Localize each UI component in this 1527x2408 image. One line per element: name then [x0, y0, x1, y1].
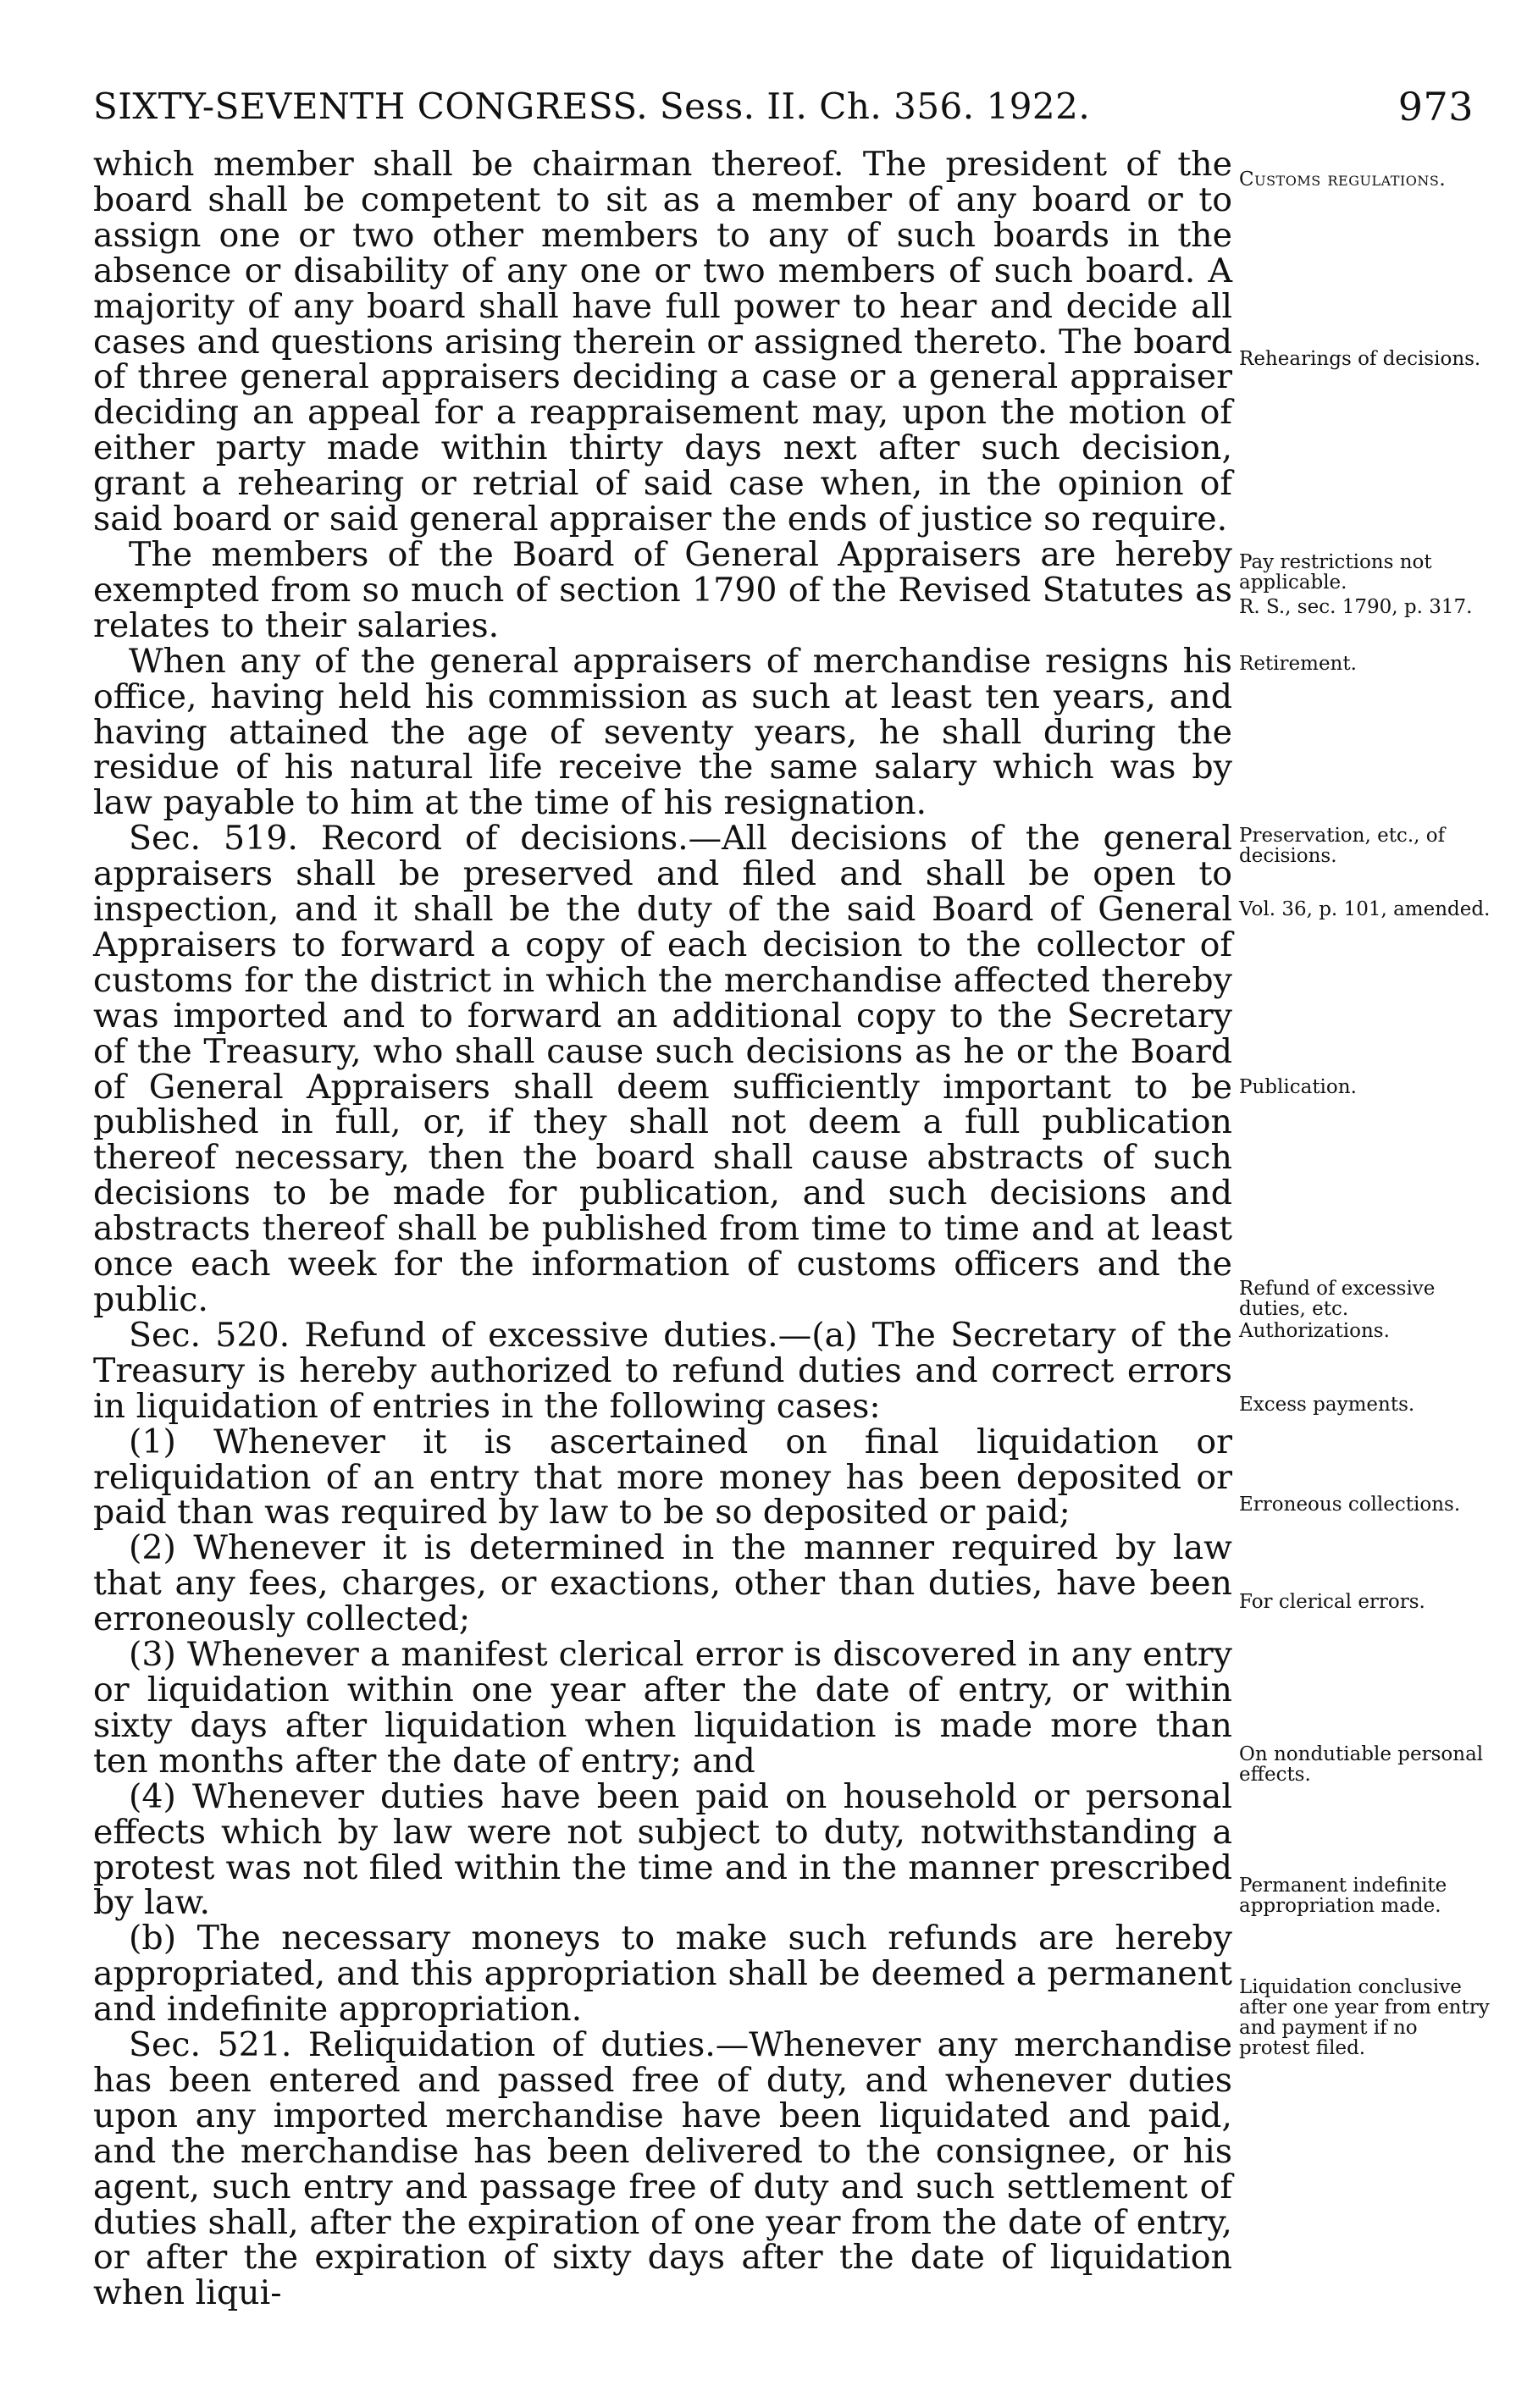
paragraph-retirement: When any of the general appraisers of merchandise resigns his office, having held his commission as such at least ten years, and having attained the age of seventy years, he shall during the residue of his natural life receive the same salary which was by law payable to him at the time of his resignation.: [93, 641, 1232, 823]
margin-note-customs-regulations: Customs regulations.: [1239, 168, 1447, 191]
body-text: [93, 147, 1232, 2311]
margin-note-preservation: Preservation, etc., of decisions.: [1239, 825, 1446, 867]
margin-note-pay-restrictions: Pay restrictions not applicable.: [1239, 551, 1432, 594]
clause-b: (b) The necessary moneys to make such refunds are hereby appropriated, and this appropriation shall be deemed a permanent and indefinite appropriation.: [93, 1919, 1232, 2030]
running-header: [93, 81, 1474, 132]
margin-note-vol36: Vol. 36, p. 101, amended.: [1239, 898, 1491, 920]
margin-note-nondutiable: On nondutiable personal effects.: [1239, 1743, 1484, 1786]
margin-note-permanent-appropriation: Permanent indefinite appropriation made.: [1239, 1875, 1447, 1917]
margin-note-rehearings: Rehearings of decisions.: [1239, 348, 1481, 370]
clause-4: (4) Whenever duties have been paid on household or personal effects which by law were not subject to duty, notwithstanding a protest was not filed within the time and in the manner prescribed by law.: [93, 1776, 1232, 1923]
section-521: Sec. 521. Reliquidation of duties.—Whenever any merchandise has been entered and passed free of duty, and whenever duties upon any imported merchandise have been liquidated and paid, and the merchandise has been delivered to the consignee, or his agent, such entry and passage free of duty and such settlement of duties shall, after the expiration of one year from the date of entry, or after the expiration of sixty days after the date of liquidation when liqui-: [93, 2025, 1232, 2313]
clause-2: (2) Whenever it is determined in the manner required by law that any fees, charges, or exactions, other than duties, have been erroneously collected;: [93, 1528, 1232, 1639]
margin-note-liquidation-conclusive: Liquidation conclusive after one year from entry and payment if no protest filed.: [1239, 1976, 1490, 2059]
margin-note-clerical-errors: For clerical errors.: [1239, 1591, 1425, 1613]
margin-note-revised-statutes: R. S., sec. 1790, p. 317.: [1239, 596, 1473, 618]
section-519: Sec. 519. Record of decisions.—All decisions of the general appraisers shall be preserved and filed and shall be open to inspection, and it shall be the duty of the said Board of General Appraisers to forward a copy of each decision to the collector of customs for the district in which the merchandise affected thereby was imported and to forward an additional copy to the Secretary of the Treasury, who shall cause such decisions as he or the Board of General Appraisers shall deem sufficiently important to be published in full, or, if they shall not deem a full publication thereof necessary, then the board shall cause abstracts of such decisions to be made for publication, and such decisions and abstracts thereof shall be published from time to time and at least once each week for the information of customs officers and the public.: [93, 819, 1232, 1319]
page-number: 973: [1397, 84, 1474, 130]
header-title: SIXTY-SEVENTH CONGRESS. Sess. II. Ch. 356. 1922.: [93, 86, 1091, 127]
paragraph-continuation: which member shall be chairman thereof. The president of the board shall be competent to sit as a member of any board or to assign one or two other members to any of such boards in the absence or disability of any one or two members of such board. A majority of any board shall have full power to hear and decide all cases and questions arising therein or assigned thereto. The board of three general appraisers deciding a case or a general appraiser deciding an appeal for a reappraisement may, upon the motion of either party made within thirty days next after such decision, grant a rehearing or retrial of said case when, in the opinion of said board or said general appraiser the ends of justice so require.: [93, 145, 1232, 539]
paragraph-pay-exemption: The members of the Board of General Appraisers are hereby exempted from so much of section 1790 of the Revised Statutes as relates to their salaries.: [93, 534, 1232, 645]
margin-note-retirement: Retirement.: [1239, 653, 1357, 675]
section-520: Sec. 520. Refund of excessive duties.—(a) The Secretary of the Treasury is hereby authorized to refund duties and correct errors in liquidation of entries in the following cases:: [93, 1315, 1232, 1426]
margin-note-erroneous-collections: Erroneous collections.: [1239, 1494, 1461, 1516]
clause-1: (1) Whenever it is ascertained on final liquidation or reliquidation of an entry that more money has been deposited or paid than was required by law to be so deposited or paid;: [93, 1422, 1232, 1533]
clause-3: (3) Whenever a manifest clerical error is discovered in any entry or liquidation within one year after the date of entry, or within sixty days after liquidation when liquidation is made more than ten months after the date of entry; and: [93, 1635, 1232, 1781]
margin-note-excess-payments: Excess payments.: [1239, 1394, 1415, 1416]
margin-note-authorizations: Authorizations.: [1239, 1320, 1390, 1342]
margin-note-publication: Publication.: [1239, 1076, 1357, 1098]
margin-note-refund: Refund of excessive duties, etc.: [1239, 1278, 1436, 1320]
